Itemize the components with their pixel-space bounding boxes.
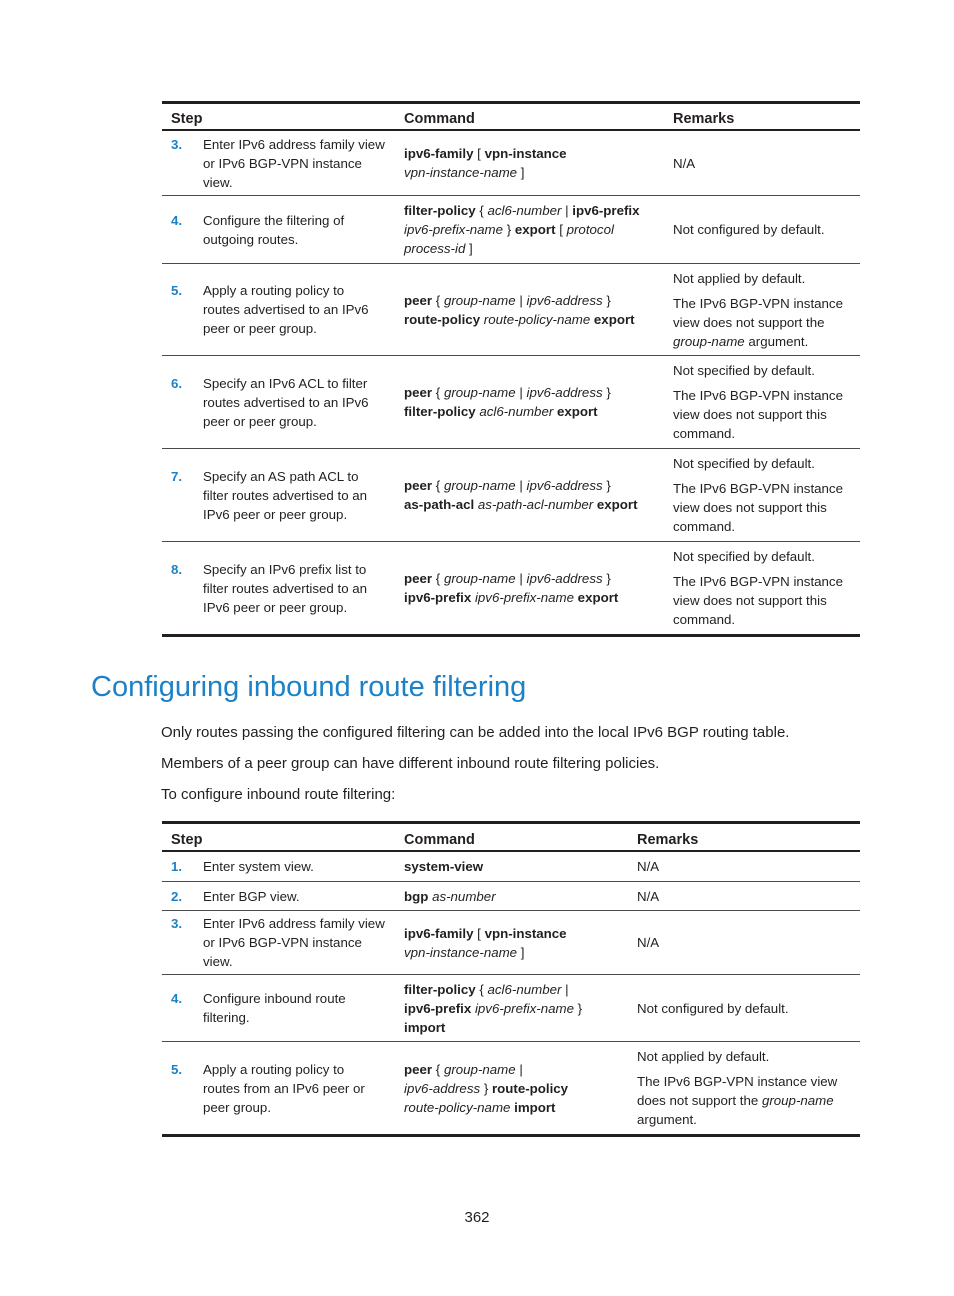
keyword: import [404,1019,446,1035]
column-header-remarks: Remarks [637,832,699,848]
remarks-line: command. [673,426,736,441]
syntax-symbol: } [503,222,515,237]
step-cell [162,1060,395,1117]
keyword: vpn-instance [484,925,567,941]
step-description-line: filter routes advertised to an [203,580,368,596]
argument: route-policy-name [480,311,594,327]
step-description-line: or IPv6 BGP-VPN instance [203,935,362,950]
remarks-line: command. [673,612,736,627]
syntax-symbol: } [602,292,611,308]
step-description [203,135,385,192]
step-description-line: Enter BGP view. [203,888,300,904]
remarks-cell [664,547,860,629]
syntax-symbol: { [432,1061,444,1077]
column-header-step: Step [171,832,203,848]
step-description-line: Enter system view. [203,859,314,874]
table-row [162,911,860,975]
syntax-symbol: ] [465,241,473,256]
section-heading: Configuring inbound route filtering [91,671,527,703]
argument: ipv6-address [526,292,603,308]
step [171,135,395,192]
argument: acl6-number [487,981,562,997]
remarks-line: command. [673,519,736,534]
table-header [162,104,860,131]
step-description-line: filtering. [203,1010,250,1025]
step-description-line: Specify an AS path ACL to [203,468,359,484]
keyword: as-path-acl [404,497,475,512]
step-description [203,857,314,876]
command-line [404,201,664,220]
syntax-symbol: { [432,478,444,493]
remarks-paragraph [637,933,860,952]
column-header-command: Command [404,111,475,127]
syntax-symbol: { [432,385,444,400]
command-line [404,495,664,514]
remarks-line: argument. [637,1112,697,1127]
command-line [404,857,628,876]
remarks-line: Not specified by default. [673,456,815,471]
step-description [203,887,300,906]
remarks-paragraph [673,154,860,173]
column-header-command: Command [404,832,475,848]
keyword: filter-policy [404,404,476,419]
argument: group-name [443,292,516,308]
argument: ipv6-prefix-name [471,1000,574,1016]
keyword: peer [404,1061,433,1077]
keyword: ipv6-family [404,146,474,161]
syntax-symbol: argument. [744,333,809,349]
syntax-symbol: | [515,1061,523,1077]
command-line [404,569,664,588]
remarks-line: The IPv6 BGP-VPN instance [673,295,843,311]
remarks-line: view does not support this [673,500,827,515]
table-row [162,131,860,196]
keyword: export [556,404,598,419]
command-line [404,1098,628,1117]
step-description-line: view. [203,954,233,969]
remarks-paragraph [673,454,860,473]
remarks-paragraph [637,999,860,1018]
syntax-symbol: } [602,385,611,400]
remarks-line [637,1091,860,1110]
step-cell [162,467,395,524]
step-description [203,560,367,617]
remarks-paragraph [673,269,860,288]
remarks-line: N/A [637,888,660,904]
step-description-line: Configure the filtering of [203,212,345,228]
table-body [162,852,860,1134]
argument: process-id [404,241,466,256]
step-number: 3. [171,916,183,931]
syntax-symbol: { [475,203,488,218]
step-cell [162,914,395,971]
step [171,560,395,617]
step-cell [162,887,395,906]
command-cell [395,383,664,421]
argument: as-path-acl-number [474,497,597,512]
command-line [404,1060,628,1079]
command-line [404,239,664,258]
syntax-symbol: | [515,385,527,400]
remarks-paragraph [673,220,860,239]
command-line [404,588,664,607]
step-number: 5. [171,283,183,298]
argument: group-name [443,478,516,493]
keyword: peer [404,571,433,586]
step [171,914,395,971]
step-description-line: Configure inbound route [203,991,346,1006]
syntax-symbol: { [432,292,444,308]
keyword: export [596,497,638,512]
step-description-line: Apply a routing policy to [203,1061,345,1077]
syntax-symbol: { [432,571,444,586]
table-row [162,975,860,1042]
table-row [162,196,860,264]
step [171,211,395,249]
remarks-line: Not specified by default. [673,363,815,378]
command-cell [395,144,664,182]
step-number: 8. [171,561,183,577]
remarks-paragraph [637,887,860,906]
syntax-symbol: | [561,981,569,997]
syntax-symbol: } [480,1080,492,1096]
remarks-cell [664,361,860,443]
paragraph: Members of a peer group can have different inbound route filtering policies. [161,755,660,772]
command-cell [395,980,628,1037]
remarks-paragraph [673,361,860,380]
syntax-symbol: [ [555,222,567,237]
step-cell [162,211,395,249]
table-row [162,852,860,882]
syntax-symbol: ] [517,944,525,960]
step-cell [162,857,395,876]
step-description-line: peer or peer group. [203,413,317,429]
step-description-line: Apply a routing policy to [203,283,345,298]
syntax-symbol: | [515,571,527,586]
command-line [404,144,664,163]
table-row [162,542,860,634]
remarks-line: The IPv6 BGP-VPN instance [673,481,843,496]
step-description [203,374,369,431]
argument: route-policy-name [404,1099,515,1115]
command-line [404,887,628,906]
argument: group-name [443,571,516,586]
step [171,857,395,876]
step-number: 6. [171,375,183,391]
step [171,374,395,431]
table-body [162,131,860,634]
remarks-paragraph [673,479,860,536]
keyword: export [593,311,635,327]
keyword: ipv6-prefix [404,590,472,605]
remarks-paragraph [637,1072,860,1129]
command-line [404,383,664,402]
step-description [203,281,369,338]
remarks-cell [628,887,860,906]
keyword: vpn-instance [484,146,567,161]
keyword: system-view [404,859,484,874]
command-line [404,943,628,962]
step-description-line: routes from an IPv6 peer or [203,1080,365,1096]
keyword: ipv6-family [404,925,474,941]
keyword: peer [404,385,433,400]
keyword: export [577,590,619,605]
remarks-line: Not applied by default. [673,270,806,286]
argument: ipv6-prefix-name [471,590,578,605]
remarks-cell [664,269,860,351]
command-cell [395,291,664,329]
step-description-line: peer or peer group. [203,321,317,336]
step-description-line: Enter IPv6 address family view [203,916,385,931]
step-number: 3. [171,136,183,152]
remarks-line: Not configured by default. [637,1000,789,1016]
argument: as-number [428,888,496,904]
step-description-line: IPv6 peer or peer group. [203,599,348,615]
remarks-line: Not applied by default. [637,1049,770,1064]
syntax-symbol: ] [517,165,525,180]
step-description [203,914,385,971]
command-cell [395,887,628,906]
argument: vpn-instance-name [404,165,518,180]
keyword: route-policy [491,1080,569,1096]
syntax-symbol: [ [473,925,485,941]
remarks-cell [628,1047,860,1129]
step-description [203,1060,365,1117]
step-description-line: routes advertised to an IPv6 [203,302,369,317]
keyword: peer [404,292,433,308]
remarks-cell [628,857,860,876]
syntax-symbol: | [515,478,527,493]
command-cell [395,569,664,607]
step-description-line: outgoing routes. [203,231,299,247]
column-header-remarks: Remarks [673,111,735,127]
keyword: ipv6-prefix [404,1000,472,1016]
paragraph: Only routes passing the configured filtering can be added into the local IPv6 BGP routing table. [161,724,790,741]
command-cell [395,924,628,962]
syntax-symbol: } [602,571,611,586]
section-body [161,723,789,816]
command-line [404,291,664,310]
table-row [162,1042,860,1134]
argument: ipv6-address [526,571,603,586]
argument: vpn-instance-name [404,944,518,960]
argument: ipv6-address [404,1080,481,1096]
step-description-line: Specify an IPv6 ACL to filter [203,375,368,391]
step-description-line: peer group. [203,1099,272,1115]
step-description [203,211,344,249]
command-line [404,980,628,999]
remarks-line: view does not support this [673,593,827,608]
command-line [404,163,664,182]
table-row [162,449,860,542]
argument: group-name [761,1093,834,1108]
keyword: export [514,222,556,237]
step-cell [162,281,395,338]
steps-table-continued [162,101,860,637]
syntax-symbol: { [475,981,488,997]
command-cell [395,476,664,514]
argument: ipv6-address [526,385,603,400]
syntax-symbol: } [602,478,611,493]
step-description-line: IPv6 peer or peer group. [203,506,348,522]
remarks-paragraph [673,572,860,629]
table-row [162,882,860,911]
keyword: bgp [404,888,429,904]
remarks-line [673,332,860,351]
argument: protocol [566,222,614,237]
syntax-symbol: | [561,203,573,218]
page-number: 362 [464,1209,490,1226]
remarks-cell [628,933,860,952]
table-row [162,264,860,356]
remarks-line: N/A [673,155,696,171]
remarks-line: Not specified by default. [673,549,815,564]
step-cell [162,560,395,617]
command-line [404,924,628,943]
argument: group-name [443,385,516,400]
remarks-paragraph [673,294,860,351]
argument: group-name [443,1061,516,1077]
step-number: 4. [171,991,183,1006]
column-header-step: Step [171,111,203,127]
paragraph: To configure inbound route filtering: [161,786,396,803]
remarks-line: Not configured by default. [673,222,825,237]
remarks-paragraph [673,386,860,443]
step-number: 2. [171,888,183,904]
step-description-line: or IPv6 BGP-VPN instance [203,155,362,171]
command-line [404,402,664,421]
syntax-symbol: | [515,292,527,308]
step-description-line: filter routes advertised to an [203,487,368,503]
remarks-cell [664,454,860,536]
step-description-line: Specify an IPv6 prefix list to [203,561,367,577]
remarks-paragraph [637,857,860,876]
step-description-line: Enter IPv6 address family view [203,136,385,152]
step-cell [162,135,395,192]
command-line [404,476,664,495]
command-line [404,999,628,1018]
remarks-paragraph [673,547,860,566]
keyword: filter-policy [404,203,476,218]
remarks-cell [664,220,860,239]
step-number: 4. [171,212,183,228]
argument: acl6-number [487,203,562,218]
command-line [404,1018,628,1037]
remarks-line: view does not support this [673,407,827,422]
step [171,281,395,338]
step-description-line: view. [203,174,233,190]
syntax-symbol: [ [473,146,485,161]
step [171,887,395,906]
syntax-symbol: } [573,1000,583,1016]
remarks-line: The IPv6 BGP-VPN instance [673,388,843,403]
remarks-cell [664,154,860,173]
remarks-cell [628,999,860,1018]
command-cell [395,857,628,876]
remarks-paragraph [637,1047,860,1066]
keyword: filter-policy [404,981,476,997]
argument: acl6-number [475,404,557,419]
step-number: 7. [171,468,183,484]
command-line [404,310,664,329]
table-header [162,824,860,852]
remarks-line: N/A [637,859,660,874]
argument: group-name [673,333,745,349]
step-description [203,467,367,524]
syntax-symbol: does not support the [637,1093,762,1108]
command-cell [395,201,664,258]
remarks-line: view does not support the [673,314,825,330]
step [171,989,395,1027]
keyword: import [514,1099,556,1115]
table-row [162,356,860,449]
step-cell [162,989,395,1027]
step-number: 1. [171,859,183,874]
keyword: peer [404,478,433,493]
remarks-line: The IPv6 BGP-VPN instance [673,574,843,589]
step [171,1060,395,1117]
keyword: ipv6-prefix [572,203,640,218]
step-number: 5. [171,1061,183,1077]
argument: ipv6-prefix-name [404,222,504,237]
step-description [203,989,346,1027]
step-cell [162,374,395,431]
command-line [404,1079,628,1098]
argument: ipv6-address [526,478,603,493]
command-cell [395,1060,628,1117]
step [171,467,395,524]
command-line [404,220,664,239]
remarks-line: N/A [637,935,660,950]
step-description-line: routes advertised to an IPv6 [203,394,369,410]
inbound-filtering-steps-table [162,821,860,1137]
remarks-line: The IPv6 BGP-VPN instance view [637,1074,838,1089]
keyword: route-policy [404,311,481,327]
